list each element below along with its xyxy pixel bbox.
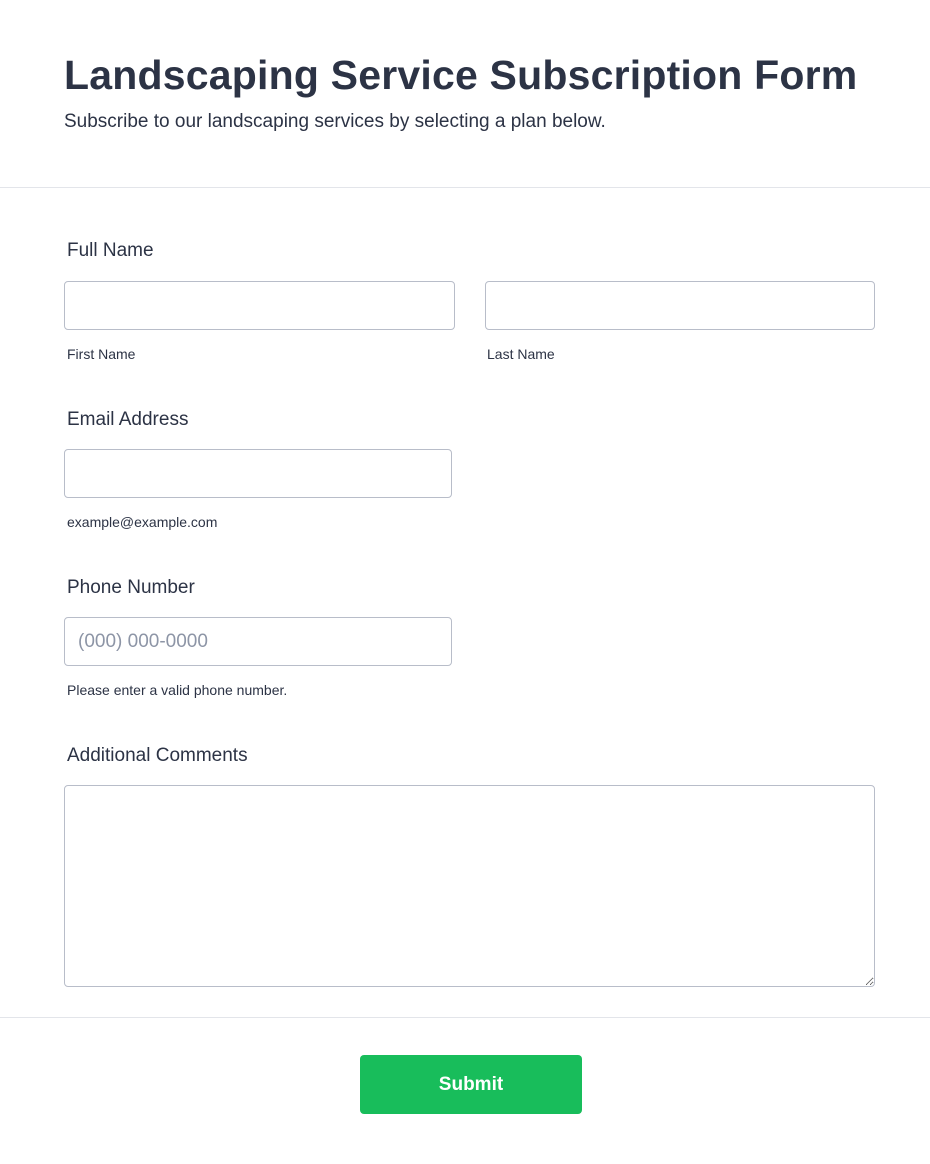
page-title: Landscaping Service Subscription Form	[64, 52, 858, 98]
phone-sublabel: Please enter a valid phone number.	[67, 682, 288, 698]
page-subtitle: Subscribe to our landscaping services by selecting a plan below.	[64, 111, 606, 132]
email-label: Email Address	[67, 409, 189, 430]
full-name-label: Full Name	[67, 240, 154, 261]
comments-label: Additional Comments	[67, 745, 248, 766]
first-name-sublabel: First Name	[67, 346, 136, 362]
last-name-input[interactable]	[485, 281, 875, 330]
email-input[interactable]	[64, 449, 452, 498]
first-name-input[interactable]	[64, 281, 455, 330]
form-header	[0, 0, 930, 188]
submit-button[interactable]: Submit	[360, 1055, 582, 1114]
comments-textarea[interactable]	[64, 785, 875, 987]
footer-divider	[0, 1017, 930, 1018]
email-sublabel: example@example.com	[67, 514, 218, 530]
phone-label: Phone Number	[67, 577, 195, 598]
last-name-sublabel: Last Name	[487, 346, 555, 362]
phone-input[interactable]	[64, 617, 452, 666]
